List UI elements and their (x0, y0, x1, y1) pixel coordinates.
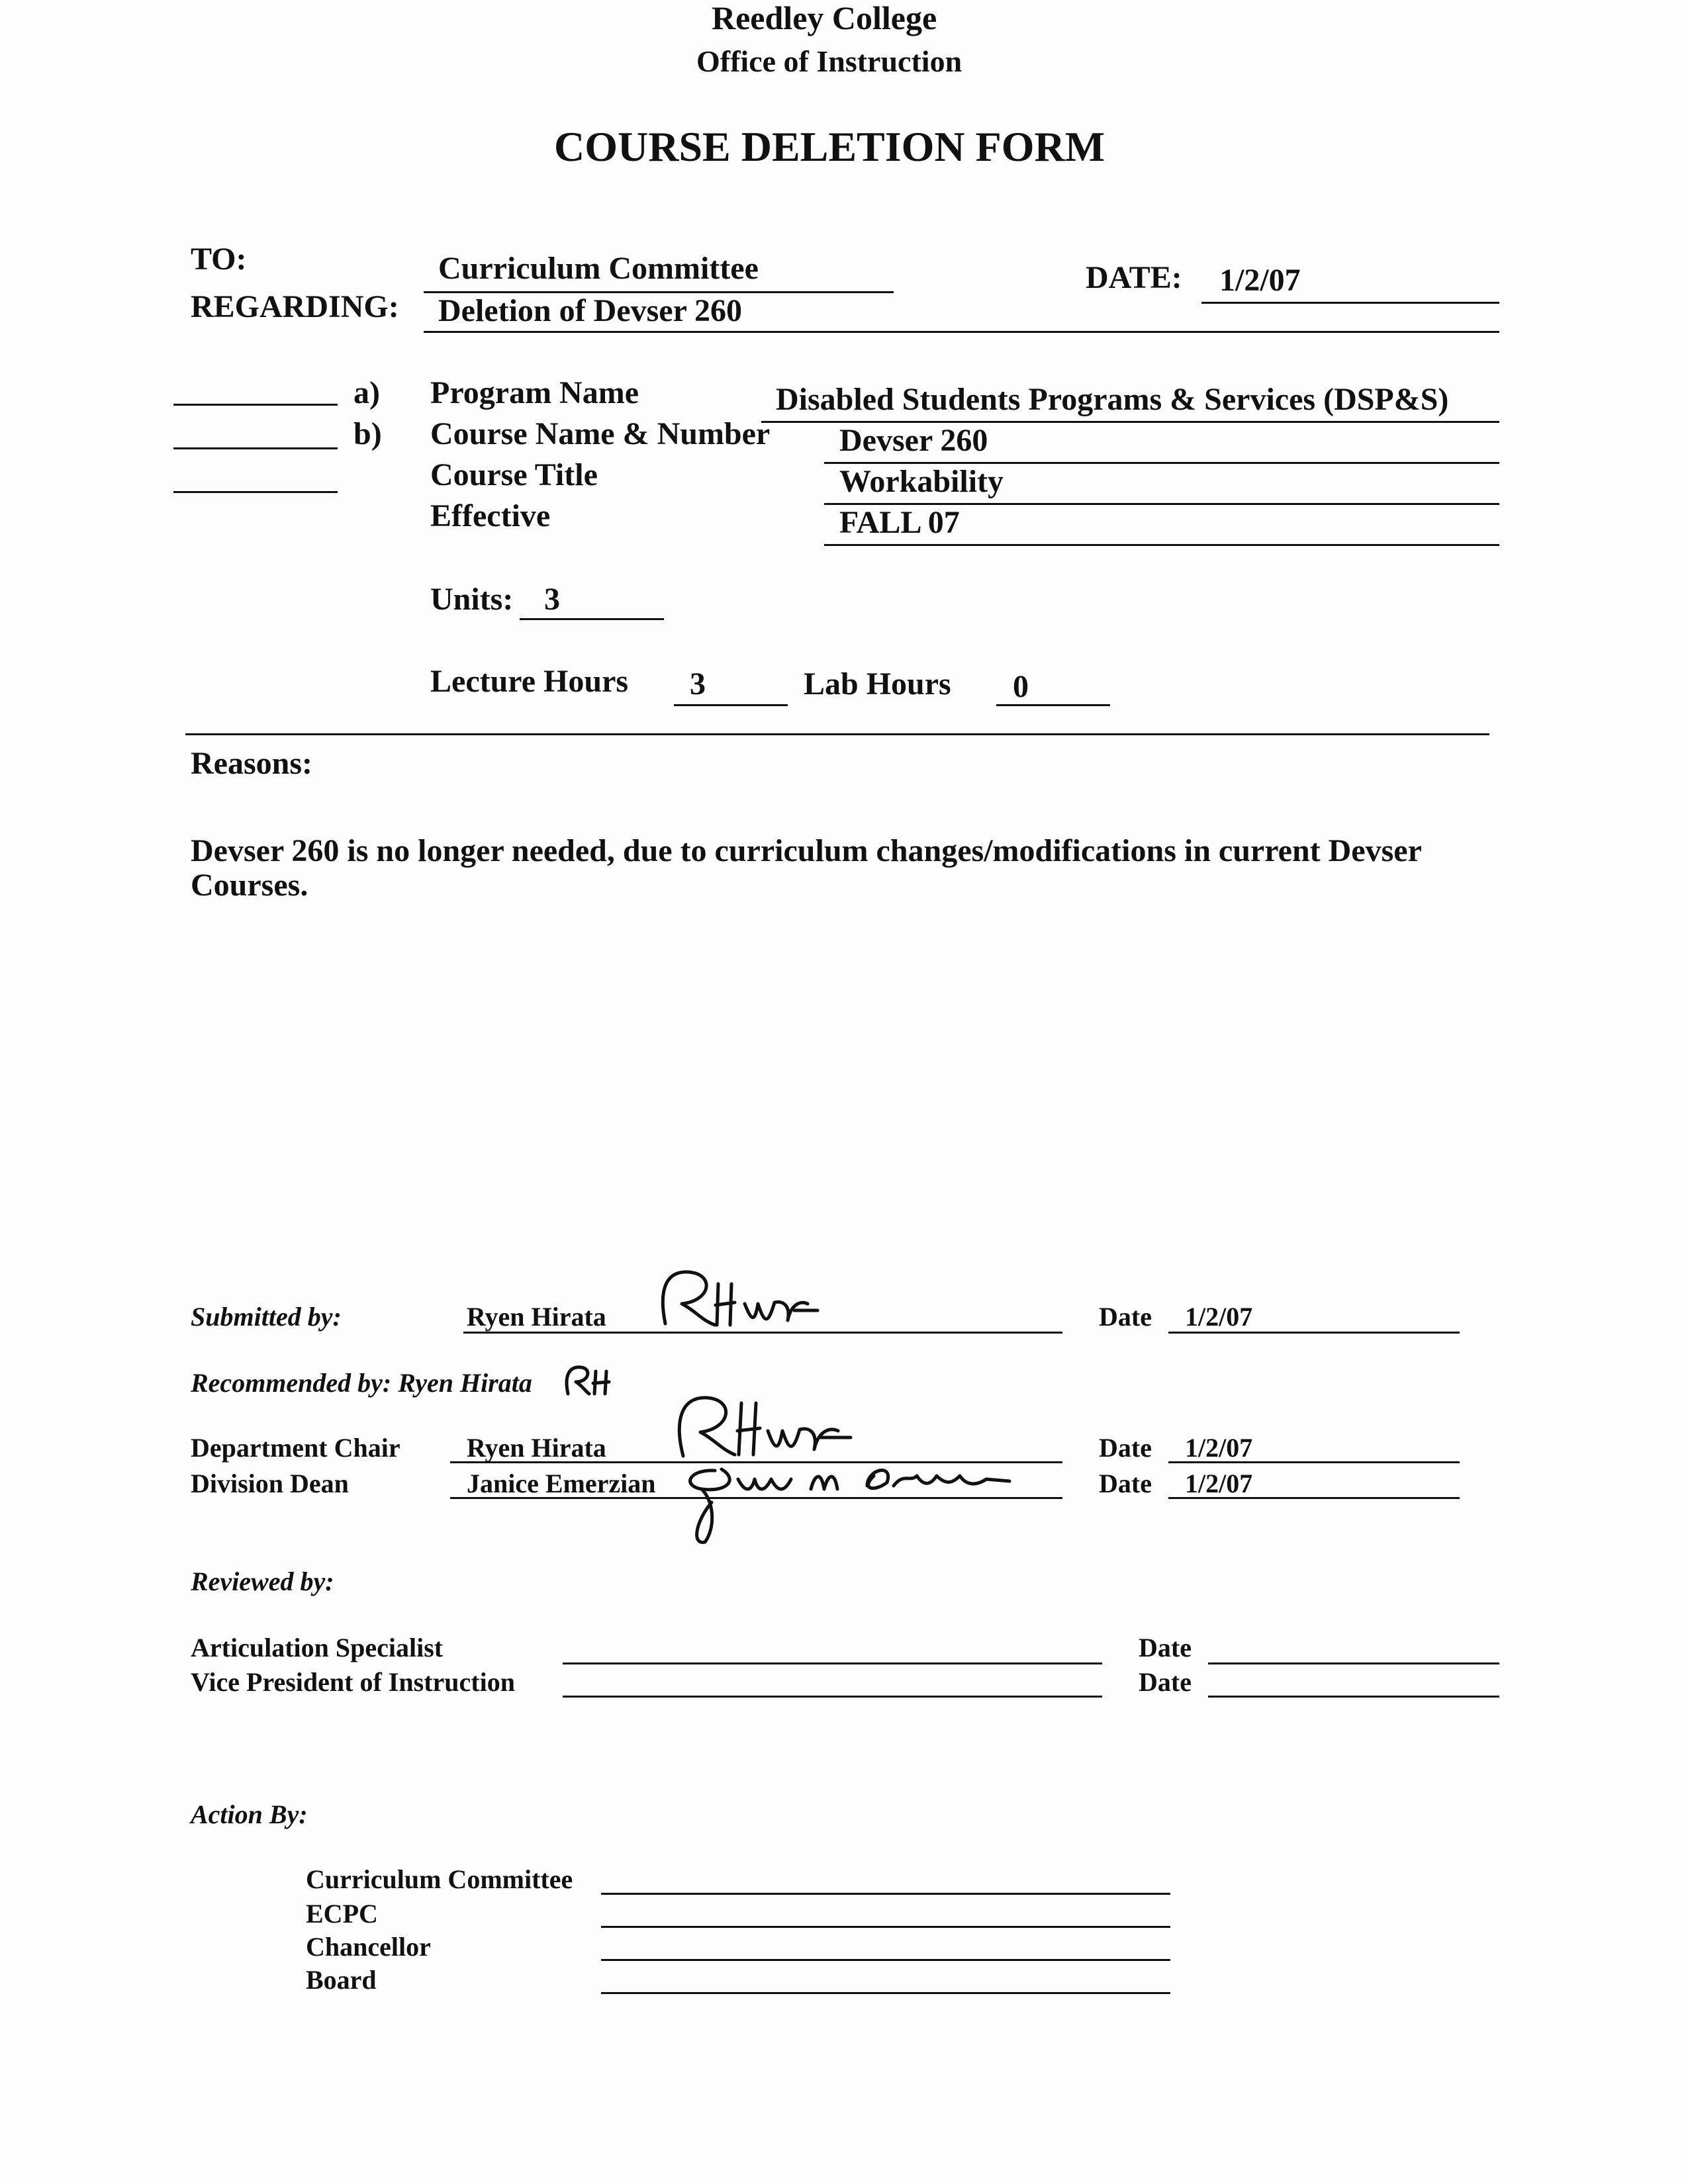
action-board: Board (306, 1965, 377, 1995)
form-title: COURSE DELETION FORM (554, 123, 1105, 170)
lecture-hours-line (674, 704, 788, 706)
units-line (520, 618, 664, 620)
program-name-label: Program Name (430, 375, 639, 410)
chair-date-label: Date (1099, 1433, 1152, 1463)
submitted-by-name: Ryen Hirata (467, 1302, 606, 1332)
course-title-value: Workability (839, 464, 1004, 499)
course-title-label: Course Title (430, 457, 598, 492)
units-label: Units: (430, 582, 514, 617)
lecture-hours-label: Lecture Hours (430, 664, 629, 699)
vice-president-label: Vice President of Instruction (191, 1667, 515, 1697)
course-number-label: Course Name & Number (430, 416, 771, 451)
action-chancellor-line (601, 1959, 1170, 1961)
lecture-hours-value: 3 (690, 666, 706, 702)
vice-president-date-label: Date (1139, 1667, 1192, 1697)
reasons-text-line2: Courses. (191, 868, 308, 903)
blank-line-a (173, 404, 338, 406)
articulation-specialist-label: Articulation Specialist (191, 1633, 444, 1662)
regarding-label: REGARDING: (191, 289, 399, 324)
articulation-date-label: Date (1139, 1633, 1192, 1662)
lab-hours-label: Lab Hours (804, 666, 951, 702)
submitted-signature (652, 1264, 824, 1337)
chair-date-value: 1/2/07 (1185, 1433, 1253, 1463)
date-value: 1/2/07 (1219, 263, 1301, 298)
section-divider (185, 733, 1489, 735)
vice-president-line (563, 1696, 1102, 1698)
submitted-date-value: 1/2/07 (1185, 1302, 1253, 1332)
submitted-by-line (463, 1332, 1062, 1334)
marker-b: b) (353, 416, 382, 451)
division-dean-signature (675, 1456, 1046, 1549)
date-label: DATE: (1086, 260, 1182, 295)
division-dean-line (450, 1497, 1062, 1499)
vice-president-date-line (1208, 1696, 1499, 1698)
to-label: TO: (191, 242, 247, 277)
lab-hours-line (996, 704, 1110, 706)
action-board-line (601, 1992, 1170, 1994)
reasons-text-line1: Devser 260 is no longer needed, due to curriculum changes/modifications in current Devser (191, 833, 1422, 868)
lab-hours-value: 0 (1013, 669, 1029, 704)
dean-date-line (1168, 1497, 1460, 1499)
course-number-value: Devser 260 (839, 423, 988, 458)
action-chancellor: Chancellor (306, 1932, 431, 1962)
blank-line-b (173, 447, 338, 449)
reviewed-by-label: Reviewed by: (191, 1567, 334, 1596)
program-name-value: Disabled Students Programs & Services (DSP&S) (776, 382, 1449, 417)
blank-line-c (173, 491, 338, 493)
dean-date-value: 1/2/07 (1185, 1469, 1253, 1498)
department-chair-signature (669, 1390, 861, 1466)
action-curriculum-committee: Curriculum Committee (306, 1864, 573, 1894)
reasons-label: Reasons: (191, 746, 313, 781)
submitted-by-label: Submitted by: (191, 1302, 342, 1332)
office-name: Office of Instruction (696, 44, 962, 78)
regarding-line (424, 331, 1499, 333)
units-value: 3 (544, 582, 560, 617)
department-chair-label: Department Chair (191, 1433, 400, 1463)
action-ecpc: ECPC (306, 1899, 378, 1929)
chair-date-line (1168, 1461, 1460, 1463)
articulation-specialist-line (563, 1662, 1102, 1664)
effective-value: FALL 07 (839, 505, 960, 540)
to-value: Curriculum Committee (438, 251, 759, 286)
division-dean-label: Division Dean (191, 1469, 349, 1498)
action-by-label: Action By: (191, 1799, 308, 1829)
submitted-date-line (1168, 1332, 1460, 1334)
recommended-by-label: Recommended by: Ryen Hirata (191, 1368, 532, 1398)
date-line (1201, 302, 1499, 304)
department-chair-name: Ryen Hirata (467, 1433, 606, 1463)
submitted-date-label: Date (1099, 1302, 1152, 1332)
effective-line (824, 544, 1499, 546)
action-ecpc-line (601, 1926, 1170, 1928)
regarding-value: Deletion of Devser 260 (438, 293, 742, 328)
college-name: Reedley College (712, 0, 937, 36)
dean-date-label: Date (1099, 1469, 1152, 1498)
effective-label: Effective (430, 498, 551, 533)
marker-a: a) (353, 375, 380, 410)
recommended-initials (563, 1362, 616, 1399)
division-dean-name: Janice Emerzian (467, 1469, 656, 1498)
articulation-date-line (1208, 1662, 1499, 1664)
action-curriculum-committee-line (601, 1893, 1170, 1895)
